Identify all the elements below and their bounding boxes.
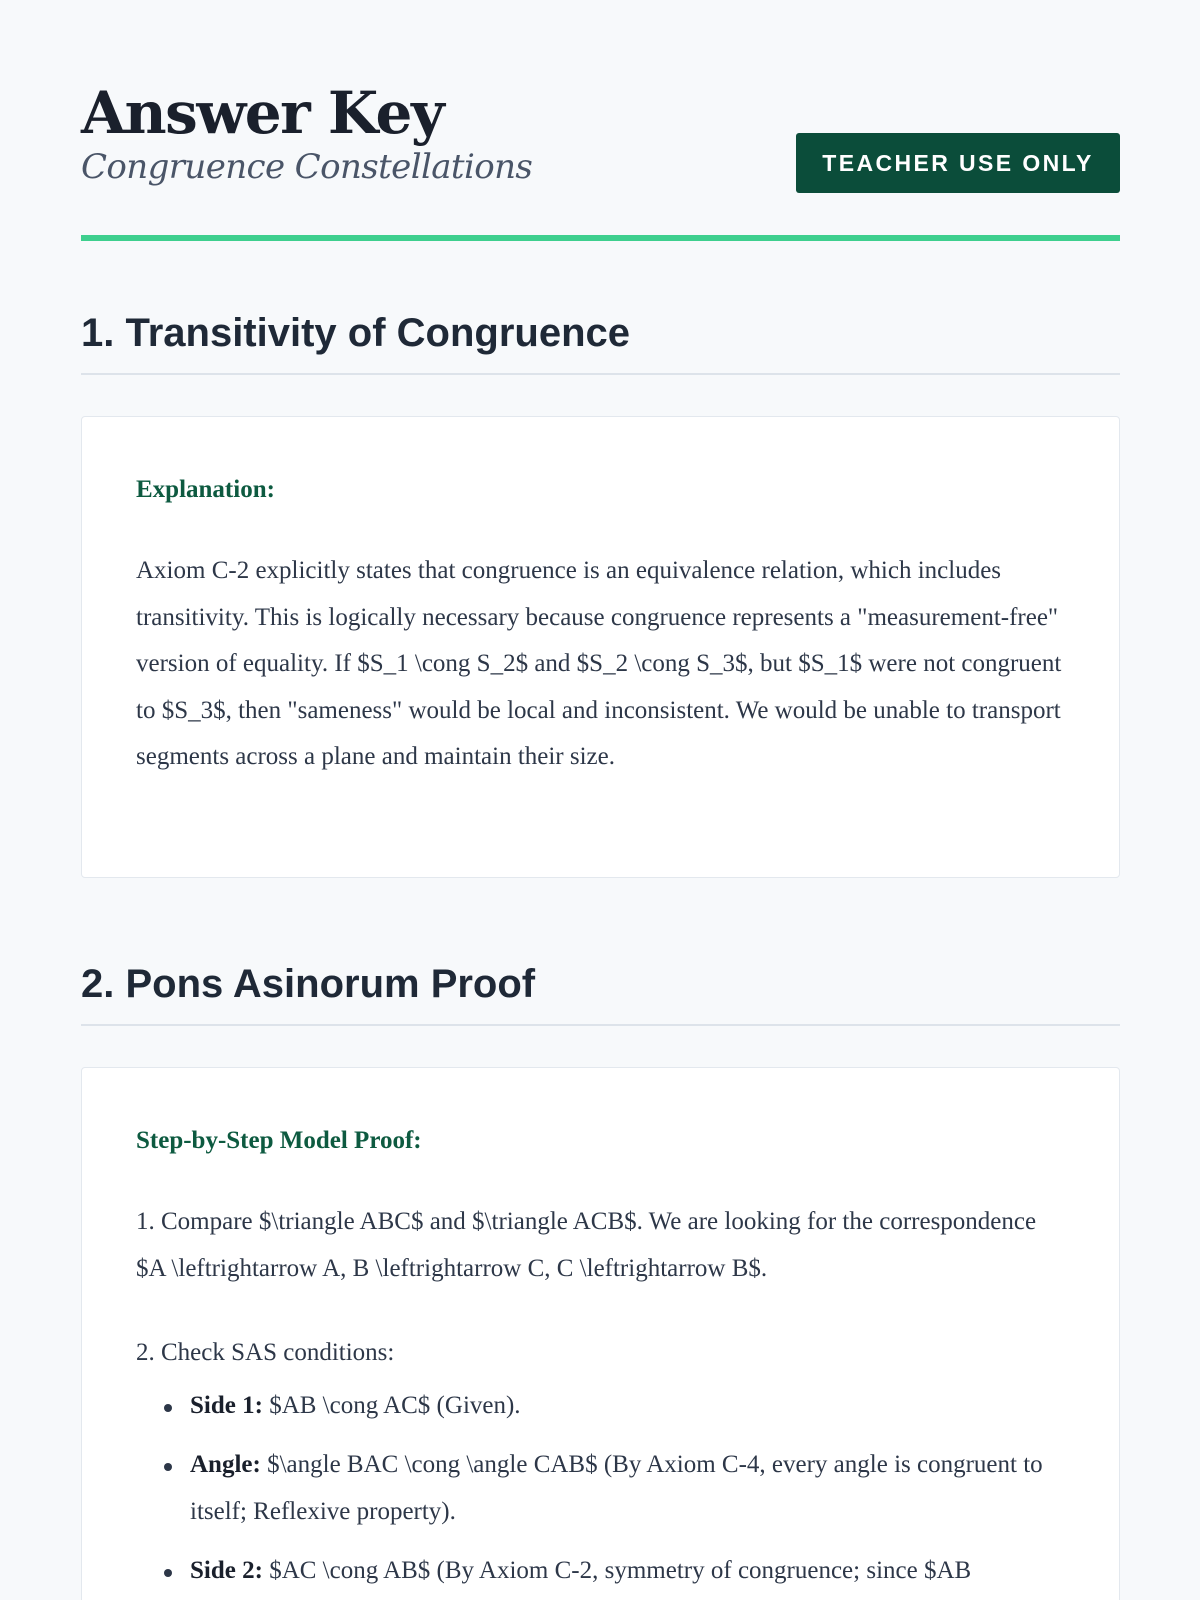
sas-side-2-text: $AC \cong AB$ (By Axiom C-2, symmetry of congruence; since $AB [262, 1557, 972, 1584]
sas-angle-term: Angle: [190, 1451, 261, 1478]
explanation-text: Axiom C-2 explicitly states that congruence is an equivalence relation, which includes transitivity. This is logically necessary because congruence represents a "measurement-free" version of equality. If $S_1 \cong S_2$ and $S_2 \cong S_3$, but $S_1$ were not congruent to $S_3$, then "sameness" would be local and inconsistent. We would be unable to transport segments across a plane and maintain their size. [136, 557, 1062, 770]
sas-side-1-text: $AB \cong AC$ (Given). [262, 1391, 521, 1419]
section-heading-pons-asinorum: 2. Pons Asinorum Proof [81, 964, 1120, 1026]
page-subtitle: Congruence Constellations [81, 147, 533, 187]
sas-side-2-item [136, 1548, 1065, 1595]
sas-angle-item [136, 1442, 1065, 1535]
sas-side-1-term: Side 1: [190, 1391, 263, 1419]
page-title: Answer Key [81, 79, 444, 147]
sas-conditions-list [136, 1383, 1065, 1595]
model-proof-label: Step-by-Step Model Proof: [136, 1127, 422, 1154]
explanation-card [81, 416, 1120, 878]
answer-key-page [81, 0, 1120, 1584]
proof-step-2: 2. Check SAS conditions: [136, 1339, 395, 1366]
sas-angle-text: $\angle BAC \cong \angle CAB$ (By Axiom C-4, every angle is congruent to itself; Reflexive property). [190, 1451, 1043, 1525]
sas-side-1-item [136, 1383, 1065, 1430]
explanation-label: Explanation: [136, 476, 275, 503]
teacher-use-only-badge: TEACHER USE ONLY [796, 133, 1120, 193]
page-header [81, 0, 1120, 241]
sas-side-2-term: Side 2: [190, 1557, 263, 1584]
section-heading-transitivity: 1. Transitivity of Congruence [81, 313, 1120, 375]
model-proof-card [81, 1067, 1120, 1600]
proof-step-1: 1. Compare $\triangle ABC$ and $\triangle ACB$. We are looking for the correspondence $A \leftrightarrow A, B \leftrightarrow C, C \leftrightarrow B$. [136, 1208, 1037, 1282]
